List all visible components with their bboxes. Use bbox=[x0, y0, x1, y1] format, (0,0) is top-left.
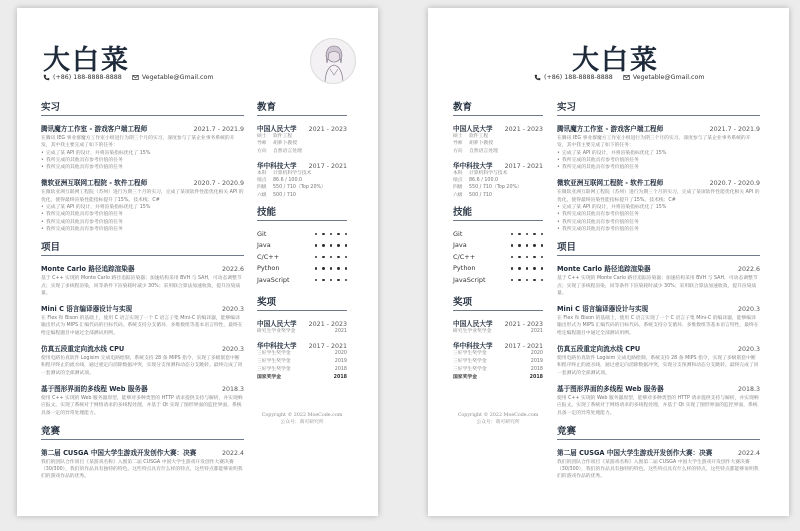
competition-item bbox=[557, 447, 760, 481]
skill-dot bbox=[322, 256, 324, 258]
skill-level bbox=[315, 233, 347, 235]
education-item bbox=[453, 123, 543, 155]
internship-item bbox=[41, 177, 244, 233]
edu-key: 本科 bbox=[453, 170, 463, 176]
wechat-account: 公众号：萌可研究所 bbox=[476, 419, 520, 425]
edu-value: 软件工程 bbox=[469, 134, 489, 139]
skill-dot bbox=[345, 244, 347, 246]
edu-value: 500 / 710 bbox=[273, 192, 296, 198]
competition-title: 第二届 CUSGA 中国大学生游戏开发创作大赛：决赛 bbox=[557, 448, 713, 457]
project-desc: 基于 C++ 实现的 Monte Carlo 路径追踪渲染器；加速结构采用 BVH 与 SAH，可动态调整节点；实现了多线程渲染，同等条件下渲染耗时减少 30%；采用联合算法加速收敛，提升渲染质量。 bbox=[41, 276, 242, 296]
project-desc: 使用电路仿真软件 Logisim 完成电路绘制，系统支持 28 条 MIPS 指令，实现了多级嵌套中断和程序终止的流水线，通过重定向消除数据冲突，实现分支预测和动态分支跳转。最终完成了同一套测试的全部测试项。 bbox=[41, 356, 243, 376]
competition-item bbox=[41, 447, 244, 481]
skill-dot bbox=[511, 244, 513, 246]
skill-dot bbox=[315, 267, 317, 269]
edu-key: 绩点 bbox=[257, 178, 267, 184]
project-desc: 基于 C++ 实现的 Monte Carlo 路径追踪渲染器；加速结构采用 BVH 与 SAH，可动态调整节点；实现了多线程渲染，同等条件下渲染耗时减少 30%；采用联合算法加速收敛，提升渲染质量。 bbox=[557, 276, 758, 296]
award-row bbox=[257, 374, 347, 382]
email-address: Vegetable@Gmail.com bbox=[141, 74, 214, 81]
project-date: 2020.3 bbox=[221, 306, 244, 314]
skill-dot bbox=[541, 256, 543, 258]
skill-name: C/C++ bbox=[453, 252, 476, 261]
skill-dot bbox=[541, 279, 543, 281]
competition-title: 第二届 CUSGA 中国大学生游戏开发创作大赛：决赛 bbox=[41, 448, 197, 457]
section-awards-heading: 奖项 bbox=[453, 294, 543, 311]
award-year: 2018 bbox=[530, 366, 543, 372]
skill-dot bbox=[518, 279, 520, 281]
skill-dot bbox=[315, 244, 317, 246]
phone-number: (+86) 188-8888-8888 bbox=[53, 74, 122, 81]
award-year: 2018 bbox=[529, 374, 543, 380]
award-school: 中国人民大学 bbox=[453, 319, 493, 328]
award-name: 三好学生奖学金 bbox=[257, 366, 291, 372]
award-name: 研究生学业奖学金 bbox=[257, 328, 296, 334]
skill-dot bbox=[345, 279, 347, 281]
edu-key: 本科 bbox=[257, 170, 267, 176]
skill-dot bbox=[541, 267, 543, 269]
project-item bbox=[41, 343, 244, 377]
award-date: 2021 - 2023 bbox=[308, 320, 347, 328]
skill-row bbox=[257, 228, 347, 240]
edu-key: 六级 bbox=[453, 192, 463, 198]
edu-key: 四级 bbox=[257, 185, 267, 191]
edu-value: 86.6 / 100.0 bbox=[273, 178, 303, 184]
skill-dot bbox=[511, 267, 513, 269]
edu-value: 计算机科学与技术 bbox=[469, 170, 508, 176]
section-internship-heading: 实习 bbox=[41, 99, 244, 116]
education-item bbox=[453, 160, 543, 199]
project-item bbox=[557, 383, 760, 417]
skill-dot bbox=[322, 233, 324, 235]
award-row bbox=[257, 328, 347, 336]
skill-row bbox=[257, 274, 347, 286]
project-title: Mini C 语言编译器设计与实现 bbox=[557, 305, 649, 314]
project-item bbox=[557, 343, 760, 377]
edu-value: 550 / 710（Top 20%） bbox=[273, 185, 326, 191]
internship-desc: 在腾讯 IEG 事业群魔方工作室小组进行为期三个月的实习，深度参与了某企业事务系统的开发，其中我主要完成了如下的任务： bbox=[41, 136, 235, 149]
internship-date: 2020.7 - 2020.9 bbox=[709, 180, 760, 188]
internship-item bbox=[557, 177, 760, 233]
section-awards-heading: 奖项 bbox=[257, 294, 347, 311]
competition-desc: 我们的团队合作项目《某游戏名称》入围第二届 CUSGA 中国大学生游戏开发创作大赛决赛（30/300），我们的作品具有独特的特色。这些特点具有什么样的特点，这些特点都能够说明我们的游戏作品的优秀。 bbox=[557, 459, 759, 480]
skill-dot bbox=[330, 279, 332, 281]
skill-dot bbox=[345, 233, 347, 235]
skill-level bbox=[315, 279, 347, 281]
skill-dot bbox=[330, 256, 332, 258]
section-education-heading: 教育 bbox=[257, 99, 347, 116]
skill-dot bbox=[533, 233, 535, 235]
edu-value: 86.6 / 100.0 bbox=[469, 178, 499, 184]
award-name: 三好学生奖学金 bbox=[453, 366, 487, 372]
list-item: • 我所完成的其他具有参考价值的任务 bbox=[41, 226, 244, 233]
project-date: 2020.3 bbox=[737, 306, 760, 314]
edu-key: 方向 bbox=[257, 148, 267, 154]
section-competition-heading: 竞赛 bbox=[557, 423, 760, 440]
education-item bbox=[257, 160, 347, 199]
skill-row bbox=[453, 274, 543, 286]
skill-dot bbox=[511, 279, 513, 281]
education-item bbox=[257, 123, 347, 155]
skill-name: Git bbox=[257, 229, 267, 238]
phone-icon bbox=[43, 74, 50, 81]
email-address: Vegetable@Gmail.com bbox=[632, 74, 705, 81]
award-school: 中国人民大学 bbox=[257, 319, 297, 328]
skill-dot bbox=[533, 256, 535, 258]
edu-value: 计算机科学与技术 bbox=[273, 170, 312, 176]
skill-dot bbox=[337, 267, 339, 269]
phone-number: (+86) 188-8888-8888 bbox=[544, 74, 613, 81]
list-item: • 我所完成的其他具有参考价值的任务 bbox=[557, 157, 760, 164]
internship-item bbox=[41, 123, 244, 171]
skill-name: JavaScript bbox=[257, 275, 290, 284]
skill-level bbox=[511, 233, 543, 235]
skill-name: JavaScript bbox=[453, 275, 486, 284]
skill-dot bbox=[541, 244, 543, 246]
internship-title: 腾讯魔方工作室 - 游戏客户端工程师 bbox=[41, 125, 148, 133]
competition-date: 2022.4 bbox=[737, 449, 760, 457]
project-desc: 使用电路仿真软件 Logisim 完成电路绘制，系统支持 28 条 MIPS 指令，实现了多级嵌套中断和程序终止的流水线，通过重定向消除数据冲突，实现分支预测和动态分支跳转。最终完成了同一套测试的全部测试项。 bbox=[557, 356, 759, 376]
edu-value: 胡萝卜教授 bbox=[273, 141, 297, 147]
award-name: 三好学生奖学金 bbox=[453, 359, 487, 365]
skill-name: Python bbox=[453, 264, 476, 273]
project-title: 仿真五段重定向流水线 CPU bbox=[557, 345, 641, 354]
skill-dot bbox=[337, 244, 339, 246]
skill-dot bbox=[330, 267, 332, 269]
copyright-text: Copyright © 2022 MoeCode.com bbox=[261, 412, 343, 418]
section-skills-heading: 技能 bbox=[453, 204, 543, 221]
internship-item bbox=[557, 123, 760, 171]
school-name: 华中科技大学 bbox=[257, 161, 297, 170]
school-date: 2021 - 2023 bbox=[504, 126, 543, 133]
internship-title: 微软亚洲互联网工程院 - 软件工程师 bbox=[41, 179, 148, 188]
footer bbox=[257, 412, 347, 426]
award-year: 2020 bbox=[334, 351, 347, 357]
award-year: 2018 bbox=[334, 366, 347, 372]
project-date: 2022.6 bbox=[221, 266, 244, 274]
skill-row bbox=[257, 251, 347, 263]
skill-dot bbox=[533, 267, 535, 269]
school-date: 2021 - 2023 bbox=[308, 126, 347, 133]
edu-value: 自然语言处理 bbox=[273, 148, 302, 154]
list-item: • 完成了某 API 的设计，并将渲染指标优化了 15% bbox=[41, 204, 244, 211]
skill-dot bbox=[518, 256, 520, 258]
school-name: 华中科技大学 bbox=[453, 161, 493, 170]
project-title: 基于图形界面的多线程 Web 服务器 bbox=[557, 384, 664, 393]
project-desc: 使用 C++ 实现的 Web 服务器原型，能够对多种类型的 HTTP 请求提供支持与解析，并实现响应报文。实现了系统对于网络请求的多线程处理，并基于 Qt 实现了图形界面的监控界面，系统具备一定的异常处理能力。 bbox=[41, 395, 243, 416]
project-date: 2020.3 bbox=[221, 346, 244, 354]
competition-date: 2022.4 bbox=[221, 449, 244, 457]
skill-dot bbox=[315, 256, 317, 258]
project-item bbox=[557, 263, 760, 297]
email-icon bbox=[132, 74, 139, 81]
skill-level bbox=[315, 267, 347, 269]
skill-dot bbox=[322, 244, 324, 246]
skill-dot bbox=[345, 267, 347, 269]
award-group bbox=[453, 340, 543, 381]
list-item: • 我所完成的其他具有参考价值的任务 bbox=[41, 219, 244, 226]
award-group bbox=[453, 318, 543, 336]
award-row bbox=[453, 328, 543, 336]
skill-dot bbox=[518, 233, 520, 235]
project-desc: 使用 C++ 实现的 Web 服务器原型，能够对多种类型的 HTTP 请求提供支持与解析，并实现响应报文。实现了系统对于网络请求的多线程处理，并基于 Qt 实现了图形界面的监控界面，系统具备一定的异常处理能力。 bbox=[557, 395, 759, 416]
edu-key: 导师 bbox=[453, 141, 463, 147]
award-year: 2020 bbox=[530, 351, 543, 357]
project-title: 仿真五段重定向流水线 CPU bbox=[41, 345, 125, 354]
resume-header bbox=[17, 8, 378, 96]
section-projects-heading: 项目 bbox=[557, 239, 760, 256]
skill-dot bbox=[337, 279, 339, 281]
project-item bbox=[41, 383, 244, 417]
award-row bbox=[453, 366, 543, 374]
main-column bbox=[41, 96, 244, 487]
skill-dot bbox=[518, 267, 520, 269]
list-item: • 完成了某 API 的设计，并将渲染指标优化了 15% bbox=[557, 150, 760, 157]
section-competition-heading: 竞赛 bbox=[41, 423, 244, 440]
skill-row bbox=[453, 251, 543, 263]
skill-level bbox=[511, 279, 543, 281]
wechat-account: 公众号：萌可研究所 bbox=[280, 419, 324, 425]
skill-level bbox=[511, 244, 543, 246]
school-name: 中国人民大学 bbox=[453, 125, 493, 133]
internship-desc: 在腾讯 IEG 事业群魔方工作室小组进行为期三个月的实习，深度参与了某企业事务系统的开发，其中我主要完成了如下的任务： bbox=[557, 136, 751, 149]
edu-key: 硕士 bbox=[453, 134, 463, 139]
school-name: 中国人民大学 bbox=[257, 125, 297, 133]
award-row bbox=[453, 350, 543, 358]
skill-dot bbox=[337, 233, 339, 235]
section-projects-heading: 项目 bbox=[41, 239, 244, 256]
award-date: 2017 - 2021 bbox=[308, 343, 347, 351]
project-date: 2020.3 bbox=[737, 346, 760, 354]
skill-dot bbox=[533, 279, 535, 281]
project-item bbox=[41, 303, 244, 337]
footer bbox=[453, 412, 543, 426]
skill-row bbox=[453, 240, 543, 252]
section-internship-heading: 实习 bbox=[557, 99, 760, 116]
award-year: 2019 bbox=[530, 359, 543, 365]
award-school: 华中科技大学 bbox=[257, 342, 297, 351]
skill-dot bbox=[322, 267, 324, 269]
edu-key: 六级 bbox=[257, 192, 267, 198]
award-row bbox=[257, 358, 347, 366]
skill-dot bbox=[315, 279, 317, 281]
resume-name: 大白菜 bbox=[572, 45, 659, 76]
resume-name: 大白菜 bbox=[43, 45, 130, 76]
avatar bbox=[310, 38, 356, 84]
skill-row bbox=[257, 263, 347, 275]
award-name: 三好学生奖学金 bbox=[257, 351, 291, 357]
award-year: 2021 bbox=[334, 328, 347, 334]
award-group bbox=[257, 340, 347, 381]
list-item: • 完成了某 API 的设计，并将渲染指标优化了 15% bbox=[557, 204, 760, 211]
project-date: 2022.6 bbox=[737, 266, 760, 274]
award-row bbox=[257, 350, 347, 358]
list-item: • 完成了某 API 的设计，并将渲染指标优化了 15% bbox=[41, 150, 244, 157]
edu-value: 软件工程 bbox=[273, 134, 293, 139]
internship-desc: 在微软亚洲互联网工程院（苏州）进行为期三个月的实习，完成了某项软件性能优化相关 API 的优化，使得最终渲染性能指标提升了15%。技术栈：C# bbox=[557, 190, 760, 203]
award-name: 国家奖学金 bbox=[257, 374, 281, 380]
skill-name: Python bbox=[257, 264, 280, 273]
edu-value: 500 / 710 bbox=[469, 192, 492, 198]
award-date: 2021 - 2023 bbox=[504, 320, 543, 328]
award-row bbox=[453, 358, 543, 366]
skill-name: Java bbox=[453, 241, 467, 250]
resume-page-centered bbox=[428, 8, 789, 516]
award-year: 2021 bbox=[530, 328, 543, 334]
skill-dot bbox=[511, 233, 513, 235]
award-date: 2017 - 2021 bbox=[504, 343, 543, 351]
skill-name: Java bbox=[257, 241, 271, 250]
skill-name: Git bbox=[453, 229, 463, 238]
project-desc: 在 Flex 和 Bison 的基础上，使用 C 语言实现了一个 C 语言子集 Mini-C 的编译器，能够编译输出形式为 MIPS 汇编代码的目标代码。系统支持分支循环、多维数组等基本语言特性，最终在给定编程题目中通过全部测试用例。 bbox=[557, 316, 759, 336]
list-item: • 我所完成的其他具有参考价值的任务 bbox=[557, 219, 760, 226]
project-date: 2018.3 bbox=[737, 385, 760, 393]
skill-level bbox=[315, 244, 347, 246]
skill-row bbox=[257, 240, 347, 252]
internship-date: 2021.7 - 2021.9 bbox=[193, 126, 244, 133]
edu-key: 硕士 bbox=[257, 134, 267, 139]
award-row bbox=[453, 374, 543, 382]
edu-key: 四级 bbox=[453, 185, 463, 191]
skill-level bbox=[511, 256, 543, 258]
list-item: • 我所完成的其他具有参考价值的任务 bbox=[41, 157, 244, 164]
skill-level bbox=[315, 256, 347, 258]
award-year: 2018 bbox=[333, 374, 347, 380]
project-date: 2018.3 bbox=[221, 385, 244, 393]
award-name: 国家奖学金 bbox=[453, 374, 477, 380]
skill-dot bbox=[526, 256, 528, 258]
side-column bbox=[257, 96, 347, 426]
resume-page-with-photo bbox=[17, 8, 378, 516]
main-column bbox=[557, 96, 760, 487]
project-title: Monte Carlo 路径追踪渲染器 bbox=[41, 265, 135, 274]
skill-dot bbox=[330, 244, 332, 246]
school-date: 2017 - 2021 bbox=[308, 162, 347, 170]
list-item: • 我所完成的其他具有参考价值的任务 bbox=[557, 211, 760, 218]
skill-dot bbox=[533, 244, 535, 246]
email-icon bbox=[623, 74, 630, 81]
award-name: 三好学生奖学金 bbox=[257, 359, 291, 365]
project-title: 基于图形界面的多线程 Web 服务器 bbox=[41, 384, 148, 393]
list-item: • 我所完成的其他具有参考价值的任务 bbox=[557, 226, 760, 233]
skill-dot bbox=[526, 267, 528, 269]
side-column bbox=[453, 96, 543, 426]
project-title: Mini C 语言编译器设计与实现 bbox=[41, 305, 133, 314]
award-name: 研究生学业奖学金 bbox=[453, 328, 492, 334]
contact-info bbox=[43, 74, 213, 81]
edu-key: 导师 bbox=[257, 141, 267, 147]
project-desc: 在 Flex 和 Bison 的基础上，使用 C 语言实现了一个 C 语言子集 Mini-C 的编译器，能够编译输出形式为 MIPS 汇编代码的目标代码。系统支持分支循环、多维数组等基本语言特性，最终在给定编程题目中通过全部测试用例。 bbox=[41, 316, 243, 336]
skill-dot bbox=[526, 279, 528, 281]
skill-level bbox=[511, 267, 543, 269]
award-name: 三好学生奖学金 bbox=[453, 351, 487, 357]
project-title: Monte Carlo 路径追踪渲染器 bbox=[557, 265, 651, 274]
school-date: 2017 - 2021 bbox=[504, 162, 543, 170]
skill-dot bbox=[315, 233, 317, 235]
list-item: • 我所完成的其他具有参考价值的任务 bbox=[557, 164, 760, 171]
section-education-heading: 教育 bbox=[453, 99, 543, 116]
skill-dot bbox=[518, 244, 520, 246]
skill-dot bbox=[511, 256, 513, 258]
skill-dot bbox=[337, 256, 339, 258]
edu-key: 绩点 bbox=[453, 178, 463, 184]
contact-info bbox=[534, 74, 704, 81]
list-item: • 我所完成的其他具有参考价值的任务 bbox=[41, 164, 244, 171]
project-item bbox=[557, 303, 760, 337]
edu-value: 胡萝卜教授 bbox=[469, 141, 493, 147]
skill-name: C/C++ bbox=[257, 252, 280, 261]
skill-row bbox=[453, 263, 543, 275]
award-school: 华中科技大学 bbox=[453, 342, 493, 351]
resume-header bbox=[428, 8, 789, 96]
edu-key: 方向 bbox=[453, 148, 463, 154]
award-year: 2019 bbox=[334, 359, 347, 365]
skill-row bbox=[453, 228, 543, 240]
internship-date: 2020.7 - 2020.9 bbox=[193, 180, 244, 188]
section-skills-heading: 技能 bbox=[257, 204, 347, 221]
internship-title: 微软亚洲互联网工程院 - 软件工程师 bbox=[557, 179, 664, 188]
internship-date: 2021.7 - 2021.9 bbox=[709, 126, 760, 133]
project-item bbox=[41, 263, 244, 297]
skill-dot bbox=[330, 233, 332, 235]
internship-title: 腾讯魔方工作室 - 游戏客户端工程师 bbox=[557, 125, 664, 133]
award-group bbox=[257, 318, 347, 336]
competition-desc: 我们的团队合作项目《某游戏名称》入围第二届 CUSGA 中国大学生游戏开发创作大赛决赛（30/300），我们的作品具有独特的特色。这些特点具有什么样的特点，这些特点都能够说明我们的游戏作品的优秀。 bbox=[41, 459, 243, 480]
internship-desc: 在微软亚洲互联网工程院（苏州）进行为期三个月的实习，完成了某项软件性能优化相关 API 的优化，使得最终渲染性能指标提升了15%。技术栈：C# bbox=[41, 190, 244, 203]
skill-dot bbox=[541, 233, 543, 235]
phone-icon bbox=[534, 74, 541, 81]
copyright-text: Copyright © 2022 MoeCode.com bbox=[457, 412, 539, 418]
skill-dot bbox=[526, 244, 528, 246]
skill-dot bbox=[345, 256, 347, 258]
award-row bbox=[257, 366, 347, 374]
skill-dot bbox=[526, 233, 528, 235]
skill-dot bbox=[322, 279, 324, 281]
edu-value: 550 / 710（Top 20%） bbox=[469, 185, 522, 191]
edu-value: 自然语言处理 bbox=[469, 148, 498, 154]
list-item: • 我所完成的其他具有参考价值的任务 bbox=[41, 211, 244, 218]
